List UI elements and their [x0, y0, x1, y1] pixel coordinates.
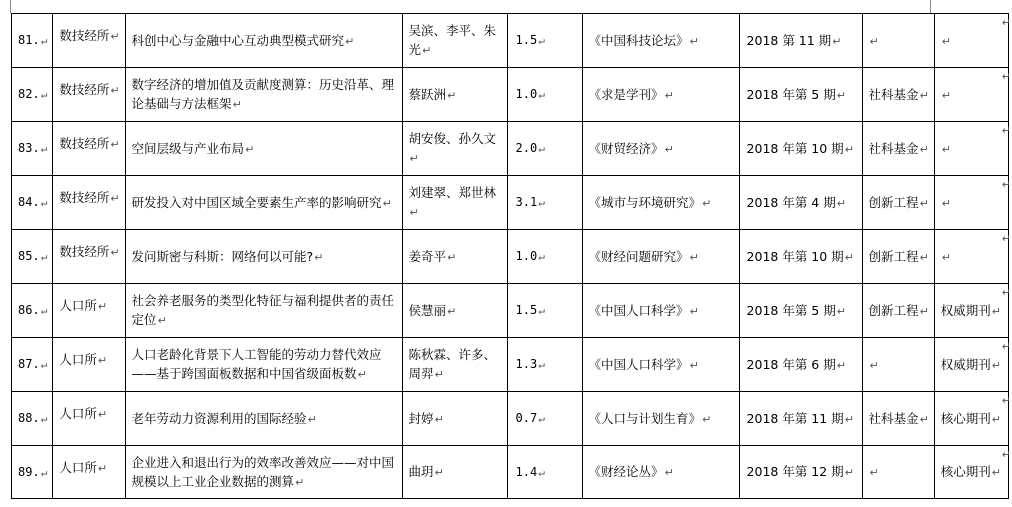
issue-date-cell — [739, 230, 862, 284]
paper-title-cell-text: 科创中心与金融中心互动典型模式研究 — [131, 32, 345, 48]
issue-date-cell-text: 2018 年第 5 期 — [746, 86, 836, 102]
cell-end-mark-icon: ↵ — [836, 196, 846, 210]
impact-factor-cell-text: 1.4 — [515, 464, 538, 479]
cell-end-mark-icon: ↵ — [110, 138, 120, 151]
impact-factor-cell — [507, 176, 582, 230]
cell-end-mark-icon: ↵ — [434, 368, 444, 381]
issue-date-cell-text: 2018 年第 11 期 — [746, 410, 844, 426]
impact-factor-cell-text: 1.0 — [515, 249, 538, 263]
paper-title-cell — [125, 14, 402, 68]
cell-end-mark-icon: ↵ — [538, 196, 545, 209]
row-number-text: 81. — [18, 33, 40, 47]
issue-date-cell — [739, 284, 862, 338]
impact-factor-cell-text: 1.0 — [515, 87, 538, 101]
journal-cell-text: 《财经论丛》 — [588, 464, 664, 479]
cell-end-mark-icon: ↵ — [919, 196, 929, 210]
cell-end-mark-icon: ↵ — [357, 368, 367, 381]
journal-cell-text: 《求是学刊》 — [588, 86, 664, 102]
institute-cell — [53, 446, 125, 499]
impact-factor-cell — [507, 230, 582, 284]
row-end-mark-icon: ↵ — [1001, 124, 1011, 137]
paper-title-cell — [125, 284, 402, 338]
cell-end-mark-icon: ↵ — [110, 84, 120, 97]
impact-factor-cell — [507, 392, 582, 446]
paper-title-cell — [125, 176, 402, 230]
funding-cell — [862, 176, 934, 230]
cell-end-mark-icon: ↵ — [422, 44, 432, 57]
institute-cell-text: 数技经所 — [59, 28, 110, 43]
table-row — [12, 176, 1009, 230]
row-end-mark-icon: ↵ — [1001, 340, 1011, 353]
cell-end-mark-icon: ↵ — [382, 196, 392, 210]
cell-end-mark-icon: ↵ — [919, 304, 929, 318]
funding-cell — [862, 14, 934, 68]
funding-cell — [862, 122, 934, 176]
row-number — [12, 284, 53, 338]
cell-end-mark-icon: ↵ — [844, 142, 854, 156]
paper-title-cell-text: 研发投入对中国区域全要素生产率的影响研究 — [131, 194, 382, 210]
cell-end-mark-icon: ↵ — [538, 304, 545, 317]
cell-end-mark-icon: ↵ — [40, 34, 48, 47]
journal-cell — [582, 122, 739, 176]
paper-title-cell — [125, 392, 402, 446]
journal-level-cell — [934, 122, 1008, 176]
cell-end-mark-icon: ↵ — [97, 408, 108, 421]
paper-title-cell-text: 社会养老服务的类型化特征与福利提供者的责任定位 — [131, 293, 395, 327]
authors-cell-text: 刘建翠、郑世林 — [408, 185, 497, 200]
cell-end-mark-icon: ↵ — [110, 192, 120, 205]
cell-end-mark-icon: ↵ — [434, 412, 444, 426]
row-number — [12, 122, 53, 176]
journal-cell — [582, 284, 739, 338]
issue-date-cell-text: 2018 年第 5 期 — [746, 302, 836, 318]
funding-cell-text: 社科基金 — [868, 86, 919, 102]
issue-date-cell — [739, 122, 862, 176]
cell-end-mark-icon: ↵ — [447, 250, 457, 264]
cell-end-mark-icon: ↵ — [245, 142, 255, 156]
cell-end-mark-icon: ↵ — [538, 358, 545, 371]
table-row — [12, 230, 1009, 284]
cell-end-mark-icon: ↵ — [110, 30, 120, 43]
impact-factor-cell-text: 3.1 — [515, 195, 538, 209]
cell-end-mark-icon: ↵ — [689, 250, 699, 264]
table-row — [12, 446, 1009, 499]
journal-level-cell — [934, 230, 1008, 284]
cell-end-mark-icon: ↵ — [157, 314, 167, 327]
journal-level-cell — [934, 284, 1008, 338]
funding-cell — [862, 446, 934, 499]
cell-end-mark-icon: ↵ — [538, 142, 545, 155]
impact-factor-cell — [507, 284, 582, 338]
journal-level-cell-text: 权威期刊 — [940, 302, 991, 318]
funding-cell — [862, 338, 934, 392]
cell-end-mark-icon: ↵ — [869, 466, 879, 479]
cell-end-mark-icon: ↵ — [832, 34, 842, 48]
cell-end-mark-icon: ↵ — [991, 466, 1002, 479]
cell-end-mark-icon: ↵ — [40, 142, 48, 155]
cell-end-mark-icon: ↵ — [919, 88, 929, 102]
table-row — [12, 338, 1009, 392]
paper-title-cell — [125, 338, 402, 392]
cell-end-mark-icon: ↵ — [40, 250, 48, 263]
issue-date-cell — [739, 338, 862, 392]
cell-end-mark-icon: ↵ — [447, 88, 457, 102]
table-body — [12, 14, 1009, 499]
authors-cell — [402, 338, 507, 392]
paper-title-cell-text: 人口老龄化背景下人工智能的劳动力替代效应——基于跨国面板数据和中国省级面板数 — [131, 347, 382, 381]
cell-end-mark-icon: ↵ — [844, 250, 854, 264]
crop-mark-right — [930, 0, 931, 13]
cell-end-mark-icon: ↵ — [538, 250, 545, 263]
row-number-text: 82. — [18, 87, 40, 101]
journal-level-cell — [934, 446, 1008, 499]
paper-title-cell-text: 发问斯密与科斯：网络何以可能? — [131, 248, 314, 264]
cell-end-mark-icon: ↵ — [295, 475, 305, 489]
cell-end-mark-icon: ↵ — [844, 412, 854, 426]
issue-date-cell-text: 2018 年第 10 期 — [746, 248, 844, 264]
authors-cell-text: 曲玥 — [408, 464, 434, 479]
cell-end-mark-icon: ↵ — [664, 142, 674, 156]
cell-end-mark-icon: ↵ — [836, 358, 846, 372]
journal-level-cell — [934, 176, 1008, 230]
authors-cell — [402, 230, 507, 284]
journal-cell — [582, 14, 739, 68]
impact-factor-cell-text: 0.7 — [515, 411, 538, 425]
authors-cell-text: 吴滨、李平、朱光 — [408, 23, 497, 57]
cell-end-mark-icon: ↵ — [345, 34, 355, 48]
table-row — [12, 14, 1009, 68]
institute-cell — [53, 122, 125, 176]
journal-level-cell-text: 权威期刊 — [940, 356, 991, 372]
journal-cell — [582, 230, 739, 284]
institute-cell-text: 人口所 — [59, 460, 97, 475]
cell-end-mark-icon: ↵ — [991, 412, 1002, 426]
journal-cell — [582, 446, 739, 499]
cell-end-mark-icon: ↵ — [40, 465, 48, 479]
journal-level-cell — [934, 14, 1008, 68]
table-row — [12, 68, 1009, 122]
journal-cell-text: 《人口与计划生育》 — [588, 410, 702, 426]
row-number-text: 89. — [18, 464, 40, 479]
issue-date-cell-text: 2018 年第 4 期 — [746, 194, 836, 210]
cell-end-mark-icon: ↵ — [919, 142, 929, 156]
institute-cell — [53, 230, 125, 284]
cell-end-mark-icon: ↵ — [110, 246, 120, 259]
institute-cell-text: 人口所 — [59, 298, 97, 313]
institute-cell-text: 数技经所 — [59, 244, 110, 259]
row-number — [12, 446, 53, 499]
cell-end-mark-icon: ↵ — [307, 412, 317, 426]
row-number-text: 87. — [18, 357, 40, 371]
cell-end-mark-icon: ↵ — [702, 412, 712, 426]
issue-date-cell-text: 2018 年第 6 期 — [746, 356, 836, 372]
journal-cell — [582, 68, 739, 122]
cell-end-mark-icon: ↵ — [689, 358, 699, 372]
authors-cell — [402, 392, 507, 446]
row-end-mark-icon: ↵ — [1001, 232, 1011, 245]
cell-end-mark-icon: ↵ — [664, 88, 674, 102]
cell-end-mark-icon: ↵ — [836, 88, 846, 102]
journal-cell-text: 《城市与环境研究》 — [588, 194, 702, 210]
cell-end-mark-icon: ↵ — [314, 250, 324, 264]
cell-end-mark-icon: ↵ — [97, 300, 108, 313]
row-number-text: 86. — [18, 303, 40, 317]
cell-end-mark-icon: ↵ — [919, 412, 929, 426]
funding-cell — [862, 68, 934, 122]
institute-cell — [53, 284, 125, 338]
row-number-text: 88. — [18, 411, 40, 425]
paper-title-cell — [125, 68, 402, 122]
authors-cell-text: 侯慧丽 — [408, 302, 447, 318]
authors-cell — [402, 122, 507, 176]
funding-cell-text: 创新工程 — [868, 194, 919, 210]
issue-date-cell — [739, 68, 862, 122]
cell-end-mark-icon: ↵ — [538, 88, 545, 101]
institute-cell — [53, 338, 125, 392]
cell-end-mark-icon: ↵ — [941, 142, 951, 156]
cell-end-mark-icon: ↵ — [409, 206, 419, 219]
impact-factor-cell — [507, 14, 582, 68]
crop-mark-left — [10, 0, 11, 13]
institute-cell — [53, 68, 125, 122]
institute-cell — [53, 176, 125, 230]
row-number — [12, 392, 53, 446]
cell-end-mark-icon: ↵ — [40, 358, 48, 371]
journal-cell-text: 《财经问题研究》 — [588, 248, 689, 264]
cell-end-mark-icon: ↵ — [664, 466, 674, 479]
impact-factor-cell-text: 1.5 — [515, 303, 538, 317]
institute-cell — [53, 14, 125, 68]
journal-cell-text: 《中国科技论坛》 — [588, 32, 689, 48]
journal-level-cell — [934, 392, 1008, 446]
cell-end-mark-icon: ↵ — [409, 152, 419, 165]
paper-title-cell-text: 数字经济的增加值及贡献度测算：历史沿革、理论基础与方法框架 — [131, 77, 395, 111]
paper-title-cell — [125, 446, 402, 499]
journal-cell — [582, 176, 739, 230]
cell-end-mark-icon: ↵ — [434, 466, 444, 479]
cell-end-mark-icon: ↵ — [702, 196, 712, 210]
cell-end-mark-icon: ↵ — [844, 466, 854, 479]
cell-end-mark-icon: ↵ — [869, 34, 879, 48]
cell-end-mark-icon: ↵ — [941, 250, 951, 264]
institute-cell-text: 人口所 — [59, 352, 97, 367]
issue-date-cell-text: 2018 第 11 期 — [746, 32, 832, 48]
journal-cell-text: 《中国人口科学》 — [588, 302, 689, 318]
row-number-text: 83. — [18, 141, 40, 155]
cell-end-mark-icon: ↵ — [97, 354, 108, 367]
issue-date-cell-text: 2018 年第 10 期 — [746, 140, 844, 156]
row-number — [12, 338, 53, 392]
paper-title-cell — [125, 230, 402, 284]
funding-cell-text: 创新工程 — [868, 248, 919, 264]
journal-cell-text: 《财贸经济》 — [588, 140, 664, 156]
cell-end-mark-icon: ↵ — [991, 358, 1002, 372]
authors-cell-text: 姜奇平 — [408, 248, 447, 264]
row-end-mark-icon: ↵ — [1001, 70, 1011, 83]
authors-cell-text: 蔡跃洲 — [408, 86, 447, 102]
row-number-text: 85. — [18, 249, 40, 263]
cell-end-mark-icon: ↵ — [941, 196, 951, 210]
cell-end-mark-icon: ↵ — [689, 304, 699, 318]
row-end-mark-icon: ↵ — [1001, 16, 1011, 29]
authors-cell — [402, 446, 507, 499]
cell-end-mark-icon: ↵ — [538, 34, 545, 47]
authors-cell-text: 陈秋霖、许多、周羿 — [408, 347, 497, 381]
row-end-mark-icon: ↵ — [1001, 286, 1011, 299]
institute-cell-text: 数技经所 — [59, 136, 110, 151]
row-number — [12, 230, 53, 284]
row-end-mark-icon: ↵ — [1001, 178, 1011, 191]
impact-factor-cell-text: 1.3 — [515, 357, 538, 371]
funding-cell-text: 社科基金 — [868, 140, 919, 156]
impact-factor-cell — [507, 446, 582, 499]
cell-end-mark-icon: ↵ — [538, 412, 545, 425]
authors-cell-text: 封婷 — [408, 410, 434, 426]
cell-end-mark-icon: ↵ — [991, 304, 1002, 318]
journal-level-cell — [934, 68, 1008, 122]
cell-end-mark-icon: ↵ — [941, 34, 951, 48]
journal-level-cell-text: 核心期刊 — [940, 464, 991, 479]
authors-cell — [402, 68, 507, 122]
table-row — [12, 284, 1009, 338]
publication-table — [11, 13, 1009, 499]
journal-cell-text: 《中国人口科学》 — [588, 356, 689, 372]
cell-end-mark-icon: ↵ — [538, 465, 545, 479]
journal-cell — [582, 338, 739, 392]
authors-cell — [402, 284, 507, 338]
impact-factor-cell — [507, 122, 582, 176]
row-number — [12, 68, 53, 122]
funding-cell — [862, 392, 934, 446]
paper-title-cell-text: 企业进入和退出行为的效率改善效应——对中国规模以上工业企业数据的测算 — [131, 454, 395, 489]
paper-title-cell-text: 空间层级与产业布局 — [131, 140, 245, 156]
table-row — [12, 392, 1009, 446]
cell-end-mark-icon: ↵ — [232, 98, 242, 111]
journal-level-cell-text: 核心期刊 — [940, 410, 991, 426]
issue-date-cell — [739, 14, 862, 68]
funding-cell — [862, 284, 934, 338]
impact-factor-cell — [507, 68, 582, 122]
authors-cell — [402, 176, 507, 230]
row-number-text: 84. — [18, 195, 40, 209]
issue-date-cell — [739, 446, 862, 499]
paper-title-cell-text: 老年劳动力资源利用的国际经验 — [131, 410, 307, 426]
journal-cell — [582, 392, 739, 446]
cell-end-mark-icon: ↵ — [836, 304, 846, 318]
funding-cell — [862, 230, 934, 284]
impact-factor-cell-text: 1.5 — [515, 33, 538, 47]
table-row — [12, 122, 1009, 176]
authors-cell — [402, 14, 507, 68]
impact-factor-cell — [507, 338, 582, 392]
issue-date-cell — [739, 176, 862, 230]
institute-cell-text: 数技经所 — [59, 82, 110, 97]
row-end-mark-icon: ↵ — [1001, 448, 1011, 461]
funding-cell-text: 创新工程 — [868, 302, 919, 318]
cell-end-mark-icon: ↵ — [97, 462, 108, 475]
issue-date-cell-text: 2018 年第 12 期 — [746, 464, 844, 479]
row-number — [12, 176, 53, 230]
institute-cell-text: 数技经所 — [59, 190, 110, 205]
cell-end-mark-icon: ↵ — [941, 88, 951, 102]
cell-end-mark-icon: ↵ — [689, 34, 699, 48]
cell-end-mark-icon: ↵ — [869, 358, 879, 372]
institute-cell — [53, 392, 125, 446]
cell-end-mark-icon: ↵ — [40, 412, 48, 425]
cell-end-mark-icon: ↵ — [40, 196, 48, 209]
cell-end-mark-icon: ↵ — [40, 304, 48, 317]
cell-end-mark-icon: ↵ — [919, 250, 929, 264]
paper-title-cell — [125, 122, 402, 176]
issue-date-cell — [739, 392, 862, 446]
journal-level-cell — [934, 338, 1008, 392]
row-end-mark-icon: ↵ — [1001, 394, 1011, 407]
authors-cell-text: 胡安俊、孙久文 — [408, 131, 497, 146]
cell-end-mark-icon: ↵ — [40, 88, 48, 101]
row-number — [12, 14, 53, 68]
funding-cell-text: 社科基金 — [868, 410, 919, 426]
institute-cell-text: 人口所 — [59, 406, 97, 421]
cell-end-mark-icon: ↵ — [447, 304, 457, 318]
impact-factor-cell-text: 2.0 — [515, 141, 538, 155]
